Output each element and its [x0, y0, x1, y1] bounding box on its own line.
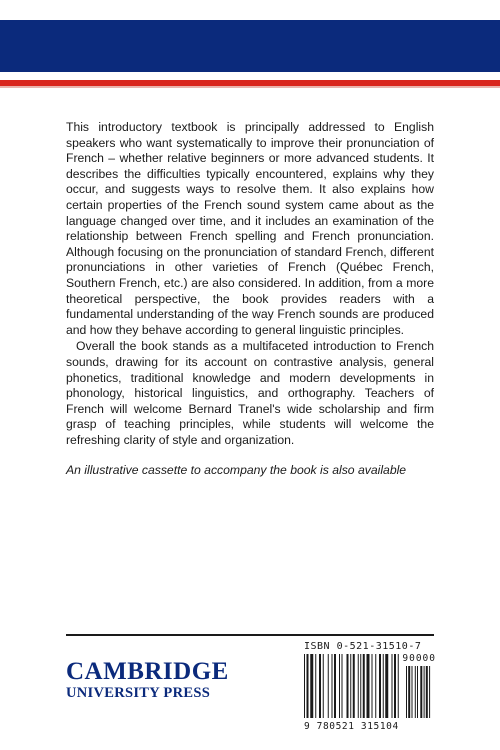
blurb-paragraph-1: This introductory textbook is principally addressed to English speakers who want systematically to improve their pronunciation of French – whether relative beginners or more advanced students. It describes the difficulties typically encountered, explains why they occur, and suggests ways to resolve them. It also explains how certain properties of the French sound system came about as the language changed over time, and it includes an examination of the relationship between French spelling and French pronunciation. Although focusing on the pronunciation of standard French, different pronunciations in other varieties of French (Québec French, Southern French, etc.) are also considered. In addition, from a more theoretical perspective, the book provides readers with a fundamental understanding of the way French sounds are produced and how they behave according to general linguistic principles.: [66, 120, 434, 337]
cover-band-white: [0, 72, 500, 80]
cassette-note: An illustrative cassette to accompany the book is also available: [66, 463, 407, 478]
blurb-paragraph-2: Overall the book stands as a multifaceted introduction to French sounds, drawing for its account on contrastive analysis, general phonetics, traditional knowledge and modern developments in phonology, historical linguistics, and orthography. Teachers of French will welcome Bernard Tranel's wide scholarship and firm grasp of teaching principles, while students will welcome the refreshing clarity of style and organization.: [66, 339, 434, 447]
barcode-image: [304, 654, 436, 720]
ean-number: 9 780521 315104: [304, 721, 399, 732]
isbn-text: ISBN 0-521-31510-7: [304, 641, 422, 652]
barcode-block: [304, 641, 436, 736]
publisher-logo: [66, 660, 236, 702]
cover-band-red-shadow: [0, 86, 500, 88]
cover-band-blue: [0, 20, 500, 72]
price-code: 90000: [402, 653, 436, 664]
publisher-name: CAMBRIDGE: [66, 658, 229, 685]
back-cover-blurb: [66, 120, 434, 479]
publisher-subtitle: UNIVERSITY PRESS: [66, 685, 211, 701]
footer-rule: [66, 634, 434, 636]
